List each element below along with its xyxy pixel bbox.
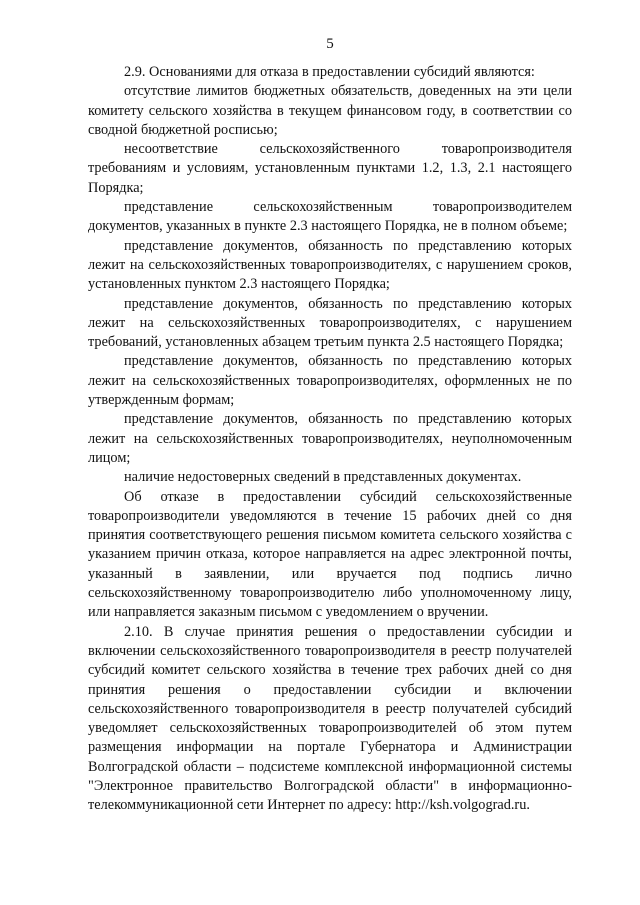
paragraph-2-9-heading: 2.9. Основаниями для отказа в предоставлении субсидий являются:	[124, 64, 535, 80]
paragraph-refusal-notification: Об отказе в предоставлении субсидий сельскохозяйственные товаропроизводители уведомляются в течение 15 рабочих дней со дня принятия соответствующего решения письмом комитета сельского хозяйства с указанием причин отказа, которое направляется на адрес электронной почты, указанный в заявлении, или вручается под подпись лично сельскохозяйственному товаропроизводителю либо уполномоченному лицу, или направляется заказным письмом с уведомлением о вручении.	[88, 488, 572, 621]
paragraph-deadline-violation: представление документов, обязанность по представлению которых лежит на сельскохозяйственных товаропроизводителях, с нарушением сроков, установленных пунктом 2.3 настоящего Порядка;	[88, 237, 572, 293]
paragraph-unauthorized-person: представление документов, обязанность по представлению которых лежит на сельскохозяйственных товаропроизводителях, неуполномоченным лицом;	[88, 411, 572, 466]
paragraph-incomplete-documents: представление сельскохозяйственным товаропроизводителем документов, указанных в пункте 2.3 настоящего Порядка, не в полном объеме;	[88, 199, 572, 235]
paragraph-false-information: наличие недостоверных сведений в представленных документах.	[124, 469, 522, 486]
paragraph-requirements-mismatch: несоответствие сельскохозяйственного товаропроизводителя требованиям и условиям, установленным пунктами 1.2, 1.3, 2.1 настоящего Порядка;	[88, 141, 572, 196]
paragraph-no-budget-limits: отсутствие лимитов бюджетных обязательств, доведенных на эти цели комитету сельского хозяйства в текущем финансовом году, в соответствии со сводной бюджетной росписью;	[88, 83, 572, 138]
page-number: 5	[326, 36, 334, 52]
paragraph-2-10: 2.10. В случае принятия решения о предоставлении субсидии и включении сельскохозяйственного товаропроизводителя в реестр получателей субсидий комитет сельского хозяйства в течение трех рабочих дней со дня принятия решения о предоставлении субсидии и включении сельскохозяйственного товаропроизводителя в реестр получателей субсидий уведомляет сельскохозяйственных товаропроизводителей об этом путем размещения информации на портале Губернатора и Администрации Волгоградской области – подсистеме комплексной информационной системы "Электронное правительство Волгоградской области" в информационно-телекоммуникационной сети Интернет по адресу: http://ksh.volgograd.ru.	[88, 623, 572, 814]
paragraph-unapproved-forms: представление документов, обязанность по представлению которых лежит на сельскохозяйственных товаропроизводителях, оформленных не по утвержденным формам;	[88, 353, 572, 409]
document-body	[88, 63, 572, 816]
paragraph-requirements-violation: представление документов, обязанность по представлению которых лежит на сельскохозяйственных товаропроизводителях, с нарушением требований, установленных абзацем третьим пункта 2.5 настоящего Порядка;	[88, 295, 572, 351]
